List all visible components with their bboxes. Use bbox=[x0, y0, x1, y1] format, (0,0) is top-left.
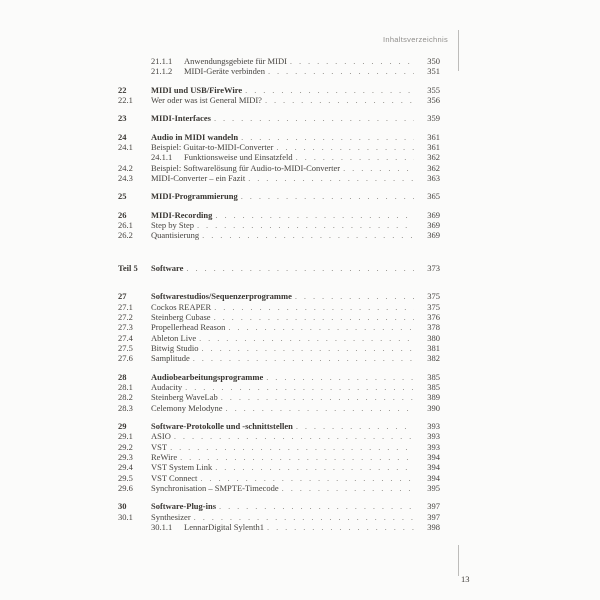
entry-subnumber: 24.1.1 bbox=[151, 152, 173, 163]
entry-title: MIDI-Interfaces bbox=[151, 113, 211, 124]
entry-number: 28.1 bbox=[118, 381, 133, 392]
toc-entry bbox=[118, 442, 440, 452]
entry-number: Teil 5 bbox=[118, 262, 138, 273]
toc-entry bbox=[118, 113, 440, 123]
entry-page-number: 382 bbox=[427, 353, 440, 364]
toc-group bbox=[118, 501, 440, 532]
entry-page-number: 394 bbox=[427, 462, 440, 473]
entry-number: 28 bbox=[118, 371, 127, 382]
entry-number: 27.3 bbox=[118, 322, 133, 333]
dot-leader bbox=[193, 353, 414, 363]
toc-entry bbox=[118, 452, 440, 462]
entry-title: MIDI-Programmierung bbox=[151, 191, 238, 202]
entry-number: 27.2 bbox=[118, 311, 133, 322]
entry-title: Audio in MIDI wandeln bbox=[151, 131, 239, 142]
entry-title: ReWire bbox=[151, 451, 178, 462]
entry-number: 24 bbox=[118, 131, 127, 142]
entry-title: Software-Plug-ins bbox=[151, 501, 217, 512]
toc-entry bbox=[118, 210, 440, 220]
entry-page-number: 350 bbox=[427, 56, 440, 66]
entry-page-number: 395 bbox=[427, 483, 440, 493]
entry-page-number: 378 bbox=[427, 322, 440, 333]
entry-number: 25 bbox=[118, 191, 127, 202]
toc-entry bbox=[118, 220, 440, 230]
entry-number: 29 bbox=[118, 420, 127, 431]
entry-title: VST bbox=[151, 441, 168, 452]
entry-title: MIDI-Recording bbox=[151, 209, 213, 220]
toc-group bbox=[118, 191, 440, 201]
entry-page-number: 369 bbox=[427, 220, 440, 231]
toc-entry bbox=[118, 392, 440, 402]
dot-leader bbox=[343, 163, 414, 173]
page-number: 13 bbox=[461, 574, 470, 584]
entry-page-number: 389 bbox=[427, 392, 440, 403]
toc-group bbox=[118, 56, 440, 77]
toc-entry bbox=[118, 85, 440, 95]
entry-title: Software-Protokolle und -schnittstellen bbox=[151, 420, 293, 431]
entry-page-number: 393 bbox=[427, 431, 440, 442]
entry-number: 30 bbox=[118, 501, 127, 512]
toc-entry bbox=[118, 95, 440, 105]
entry-page-number: 385 bbox=[427, 371, 440, 382]
entry-number: 27 bbox=[118, 291, 127, 302]
entry-title: Quantisierung bbox=[151, 230, 200, 241]
dot-leader bbox=[215, 462, 414, 472]
entry-number: 29.6 bbox=[118, 483, 133, 493]
entry-page-number: 381 bbox=[427, 342, 440, 353]
entry-number: 29.1 bbox=[118, 431, 133, 442]
entry-number: 24.3 bbox=[118, 173, 133, 184]
entry-page-number: 362 bbox=[427, 152, 440, 163]
entry-number: 26.2 bbox=[118, 230, 133, 241]
entry-number: 27.6 bbox=[118, 353, 133, 364]
dot-leader bbox=[200, 473, 414, 483]
dot-leader bbox=[266, 372, 414, 382]
entry-page-number: 361 bbox=[427, 131, 440, 142]
entry-number: 27.5 bbox=[118, 342, 133, 353]
entry-title: Propellerhead Reason bbox=[151, 322, 226, 333]
entry-page-number: 375 bbox=[427, 291, 440, 302]
entry-page-number: 373 bbox=[427, 262, 440, 273]
entry-page-number: 375 bbox=[427, 301, 440, 312]
toc-entry bbox=[118, 142, 440, 152]
dot-leader bbox=[185, 382, 414, 392]
entry-number: 28.3 bbox=[118, 402, 133, 413]
dot-leader bbox=[201, 343, 414, 353]
header-rule bbox=[458, 30, 459, 71]
entry-number: 24.1 bbox=[118, 142, 133, 153]
entry-subnumber: 21.1.2 bbox=[151, 66, 173, 77]
entry-page-number: 363 bbox=[427, 173, 440, 184]
dot-leader bbox=[186, 263, 414, 273]
entry-number: 23 bbox=[118, 113, 127, 124]
toc-entry bbox=[118, 152, 440, 162]
dot-leader bbox=[199, 333, 414, 343]
entry-title: Bitwig Studio bbox=[151, 342, 199, 353]
toc-entry bbox=[118, 403, 440, 413]
toc-group bbox=[118, 85, 440, 106]
toc-entry bbox=[118, 343, 440, 353]
toc bbox=[118, 56, 440, 532]
entry-number: 26.1 bbox=[118, 220, 133, 231]
toc-entry bbox=[118, 473, 440, 483]
entry-title: 30.1.1 LennarDigital Sylenth1 bbox=[151, 522, 265, 533]
toc-entry bbox=[118, 382, 440, 392]
entry-page-number: 393 bbox=[427, 441, 440, 452]
entry-number: 27.4 bbox=[118, 332, 133, 343]
entry-page-number: 359 bbox=[427, 113, 440, 124]
dot-leader bbox=[197, 220, 414, 230]
entry-number: 29.5 bbox=[118, 472, 133, 483]
entry-page-number: 398 bbox=[427, 522, 440, 533]
entry-subnumber: 30.1.1 bbox=[151, 522, 173, 533]
entry-title: Celemony Melodyne bbox=[151, 402, 223, 413]
toc-entry bbox=[118, 322, 440, 332]
entry-title: Steinberg WaveLab bbox=[151, 392, 218, 403]
entry-page-number: 394 bbox=[427, 472, 440, 483]
dot-leader bbox=[180, 452, 414, 462]
entry-title: ASIO bbox=[151, 431, 171, 442]
entry-number: 22 bbox=[118, 84, 127, 95]
entry-page-number: 390 bbox=[427, 402, 440, 413]
entry-number: 29.4 bbox=[118, 462, 133, 473]
toc-entry bbox=[118, 302, 440, 312]
entry-page-number: 393 bbox=[427, 420, 440, 431]
toc-entry bbox=[118, 191, 440, 201]
toc-part-group bbox=[118, 263, 440, 273]
entry-subnumber: 21.1.1 bbox=[151, 56, 173, 66]
entry-title: Beispiel: Softwarelösung für Audio-to-MIDI-Converter bbox=[151, 162, 341, 173]
toc-entry bbox=[118, 353, 440, 363]
entry-page-number: 380 bbox=[427, 332, 440, 343]
dot-leader bbox=[295, 291, 414, 301]
entry-title: Ableton Live bbox=[151, 332, 197, 343]
toc-group bbox=[118, 421, 440, 493]
entry-page-number: 369 bbox=[427, 230, 440, 241]
entry-title: VST System Link bbox=[151, 462, 213, 473]
footer-rule bbox=[458, 545, 459, 576]
dot-leader bbox=[276, 142, 414, 152]
dot-leader bbox=[248, 173, 414, 183]
entry-number: 29.3 bbox=[118, 451, 133, 462]
dot-leader bbox=[241, 132, 414, 142]
dot-leader bbox=[170, 442, 414, 452]
dot-leader bbox=[219, 501, 414, 511]
entry-page-number: 397 bbox=[427, 511, 440, 522]
toc-entry bbox=[118, 312, 440, 322]
toc-entry bbox=[118, 512, 440, 522]
toc-entry bbox=[118, 372, 440, 382]
dot-leader bbox=[214, 302, 414, 312]
entry-number: 27.1 bbox=[118, 301, 133, 312]
entry-page-number: 356 bbox=[427, 95, 440, 106]
entry-title: 21.1.2 MIDI-Geräte verbinden bbox=[151, 66, 265, 77]
toc-entry bbox=[118, 173, 440, 183]
dot-leader bbox=[241, 191, 414, 201]
toc-group bbox=[118, 372, 440, 413]
entry-page-number: 351 bbox=[427, 66, 440, 77]
entry-page-number: 365 bbox=[427, 191, 440, 202]
toc-entry bbox=[118, 291, 440, 301]
entry-number: 22.1 bbox=[118, 95, 133, 106]
entry-title: VST Connect bbox=[151, 472, 198, 483]
toc-entry bbox=[118, 56, 440, 66]
toc-entry bbox=[118, 483, 440, 493]
dot-leader bbox=[267, 522, 414, 532]
toc-group bbox=[118, 210, 440, 241]
entry-title: MIDI und USB/FireWire bbox=[151, 84, 243, 95]
dot-leader bbox=[228, 322, 414, 332]
dot-leader bbox=[290, 56, 414, 66]
dot-leader bbox=[215, 210, 414, 220]
entry-page-number: 394 bbox=[427, 451, 440, 462]
entry-title: Cockos REAPER bbox=[151, 301, 212, 312]
entry-number: 26 bbox=[118, 209, 127, 220]
entry-number: 29.2 bbox=[118, 441, 133, 452]
dot-leader bbox=[282, 483, 414, 493]
dot-leader bbox=[202, 230, 414, 240]
entry-title: 21.1.1 Anwendungsgebiete für MIDI bbox=[151, 56, 287, 66]
entry-page-number: 355 bbox=[427, 84, 440, 95]
toc-entry bbox=[118, 462, 440, 472]
entry-title: Audacity bbox=[151, 381, 183, 392]
toc-entry bbox=[118, 501, 440, 511]
entry-page-number: 385 bbox=[427, 381, 440, 392]
entry-title: MIDI-Converter – ein Fazit bbox=[151, 173, 246, 184]
entry-title: Synchronisation – SMPTE-Timecode bbox=[151, 483, 279, 493]
dot-leader bbox=[268, 66, 414, 76]
toc-entry bbox=[118, 132, 440, 142]
entry-number: 24.2 bbox=[118, 162, 133, 173]
toc-entry bbox=[118, 163, 440, 173]
dot-leader bbox=[214, 113, 414, 123]
entry-page-number: 397 bbox=[427, 501, 440, 512]
dot-leader bbox=[221, 392, 414, 402]
toc-group bbox=[118, 113, 440, 123]
entry-title: Steinberg Cubase bbox=[151, 311, 211, 322]
entry-title: Beispiel: Guitar-to-MIDI-Converter bbox=[151, 142, 274, 153]
toc-entry bbox=[118, 431, 440, 441]
entry-title: Audiobearbeitungsprogramme bbox=[151, 371, 264, 382]
dot-leader bbox=[214, 312, 414, 322]
toc-group bbox=[118, 291, 440, 363]
entry-title: 24.1.1 Funktionsweise und Einsatzfeld bbox=[151, 152, 293, 163]
entry-page-number: 361 bbox=[427, 142, 440, 153]
toc-entry bbox=[118, 522, 440, 532]
entry-title: Software bbox=[151, 262, 184, 273]
entry-title: Samplitude bbox=[151, 353, 190, 364]
running-head: Inhaltsverzeichnis bbox=[382, 35, 448, 44]
toc-entry bbox=[118, 263, 440, 273]
dot-leader bbox=[226, 403, 414, 413]
entry-page-number: 362 bbox=[427, 162, 440, 173]
entry-title: Wer oder was ist General MIDI? bbox=[151, 95, 262, 106]
entry-number: 30.1 bbox=[118, 511, 133, 522]
entry-page-number: 376 bbox=[427, 311, 440, 322]
entry-number: 28.2 bbox=[118, 392, 133, 403]
dot-leader bbox=[265, 95, 414, 105]
toc-entry bbox=[118, 421, 440, 431]
toc-entry bbox=[118, 333, 440, 343]
toc-group bbox=[118, 132, 440, 184]
dot-leader bbox=[174, 431, 414, 441]
entry-title: Synthesizer bbox=[151, 511, 191, 522]
dot-leader bbox=[296, 152, 414, 162]
entry-title: Step by Step bbox=[151, 220, 194, 231]
entry-page-number: 369 bbox=[427, 209, 440, 220]
dot-leader bbox=[296, 421, 414, 431]
toc-entry bbox=[118, 66, 440, 76]
dot-leader bbox=[245, 85, 414, 95]
entry-title: Softwarestudios/Sequenzerprogramme bbox=[151, 291, 292, 302]
toc-entry bbox=[118, 230, 440, 240]
dot-leader bbox=[194, 512, 414, 522]
